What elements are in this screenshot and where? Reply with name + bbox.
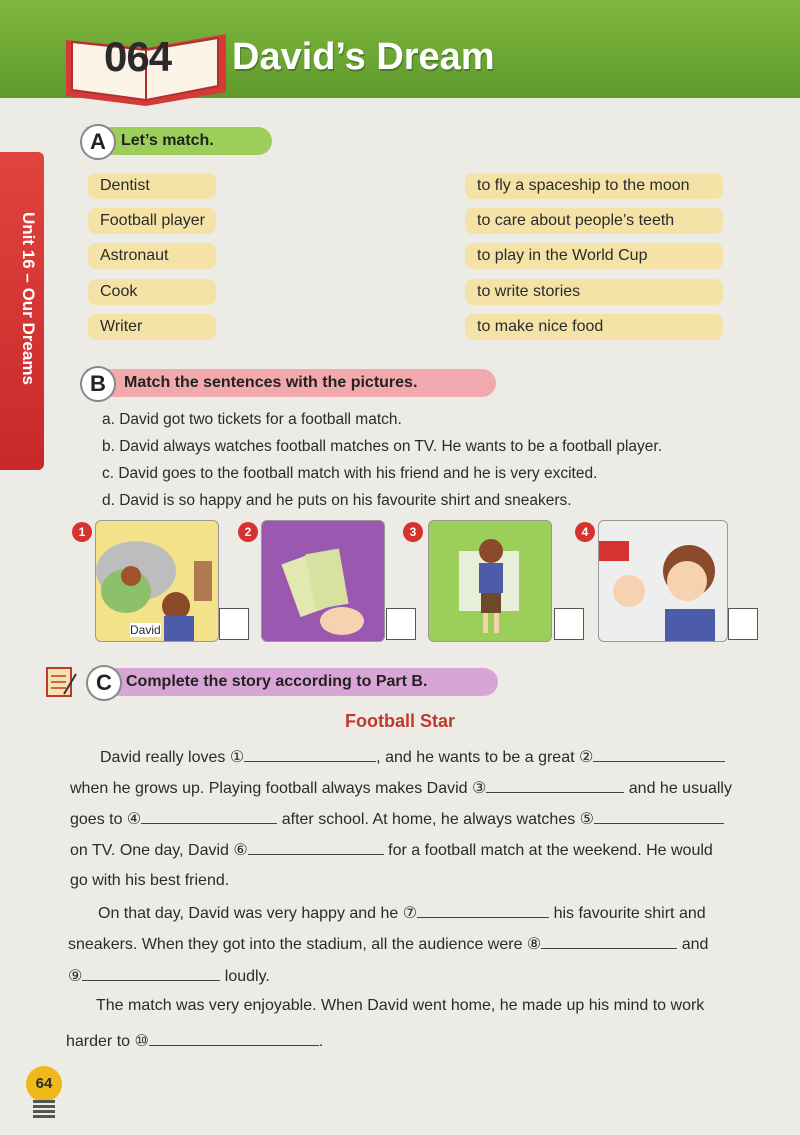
- story-text: loudly.: [224, 968, 270, 985]
- unit-side-tab: [0, 152, 44, 470]
- match-left-item: Football player: [88, 208, 216, 234]
- picture-number: 1: [72, 522, 92, 542]
- story-line: [70, 809, 724, 829]
- match-left-item: Dentist: [88, 173, 216, 199]
- blank-5[interactable]: [594, 809, 724, 824]
- match-right-item: to make nice food: [465, 314, 723, 340]
- story-text: , and he wants to be a great ②: [376, 749, 594, 766]
- story-text: after school. At home, he always watches ⑤: [281, 811, 595, 828]
- story-text: go with his best friend.: [70, 872, 230, 889]
- story-line: [70, 778, 732, 798]
- story-text: .: [318, 1033, 324, 1050]
- unit-label: Unit 16 – Our Dreams: [19, 212, 38, 385]
- story-text: his favourite shirt and: [553, 905, 706, 922]
- sentence-d: d. David is so happy and he puts on his favourite shirt and sneakers.: [102, 492, 572, 509]
- story-text: and he usually: [628, 780, 732, 797]
- picture-getting-dressed: [428, 520, 552, 642]
- blank-3[interactable]: [486, 778, 624, 793]
- story-text: when he grows up. Playing football always makes David ③: [70, 780, 487, 797]
- section-b-instruction: Match the sentences with the pictures.: [124, 374, 418, 391]
- match-left-item: Writer: [88, 314, 216, 340]
- story-text: harder to ⑩: [66, 1033, 149, 1050]
- story-text: David really loves ①: [100, 749, 245, 766]
- writing-pad-icon: [44, 664, 78, 698]
- picture-tickets: [261, 520, 385, 642]
- section-c-instruction: Complete the story according to Part B.: [126, 673, 428, 690]
- match-left-item: Cook: [88, 279, 216, 305]
- story-text: The match was very enjoyable. When David went home, he made up his mind to work: [96, 997, 705, 1014]
- sentence-c: c. David goes to the football match with his friend and he is very excited.: [102, 465, 598, 482]
- page-title: David’s Dream: [232, 36, 495, 78]
- blank-7[interactable]: [417, 903, 549, 918]
- story-line: [100, 747, 725, 767]
- picture-caption: David: [130, 623, 161, 637]
- story-text: On that day, David was very happy and he ⑦: [98, 905, 418, 922]
- story-line: [66, 1031, 323, 1051]
- story-title: Football Star: [344, 711, 455, 731]
- story-text: and: [681, 936, 709, 953]
- answer-box[interactable]: [554, 608, 584, 640]
- story-text: ⑨: [68, 968, 83, 985]
- answer-box[interactable]: [386, 608, 416, 640]
- story-line: [70, 840, 713, 860]
- sentence-b: b. David always watches football matches on TV. He wants to be a football player.: [102, 438, 663, 455]
- lesson-number: 064: [104, 33, 172, 80]
- picture-number: 3: [403, 522, 423, 542]
- picture-stadium: [598, 520, 728, 642]
- blank-9[interactable]: [82, 966, 220, 981]
- blank-6[interactable]: [248, 840, 384, 855]
- match-right-item: to care about people’s teeth: [465, 208, 723, 234]
- picture-number: 2: [238, 522, 258, 542]
- match-right-item: to fly a spaceship to the moon: [465, 173, 723, 199]
- section-a-instruction: Let’s match.: [121, 132, 214, 149]
- story-text: on TV. One day, David ⑥: [70, 842, 248, 859]
- lightbulb-icon: [33, 1100, 55, 1118]
- picture-watching-tv: [95, 520, 219, 642]
- story-text: sneakers. When they got into the stadium, all the audience were ⑧: [68, 936, 542, 953]
- story-text: goes to ④: [70, 811, 142, 828]
- blank-2[interactable]: [593, 747, 725, 762]
- story-line: [96, 997, 704, 1015]
- match-right-item: to play in the World Cup: [465, 243, 723, 269]
- match-left-item: Astronaut: [88, 243, 216, 269]
- story-line: [68, 966, 270, 986]
- sentence-a: a. David got two tickets for a football match.: [102, 411, 402, 428]
- story-line: [68, 934, 708, 954]
- story-line: [98, 903, 706, 923]
- section-b-letter: B: [80, 366, 116, 402]
- answer-box[interactable]: [219, 608, 249, 640]
- blank-10[interactable]: [149, 1031, 319, 1046]
- story-line: [70, 872, 229, 890]
- blank-1[interactable]: [244, 747, 376, 762]
- section-c-letter: C: [86, 665, 122, 701]
- blank-4[interactable]: [141, 809, 277, 824]
- blank-8[interactable]: [541, 934, 677, 949]
- answer-box[interactable]: [728, 608, 758, 640]
- picture-number: 4: [575, 522, 595, 542]
- story-text: for a football match at the weekend. He would: [388, 842, 713, 859]
- section-a-letter: A: [80, 124, 116, 160]
- page-number: 64: [26, 1066, 62, 1102]
- match-right-item: to write stories: [465, 279, 723, 305]
